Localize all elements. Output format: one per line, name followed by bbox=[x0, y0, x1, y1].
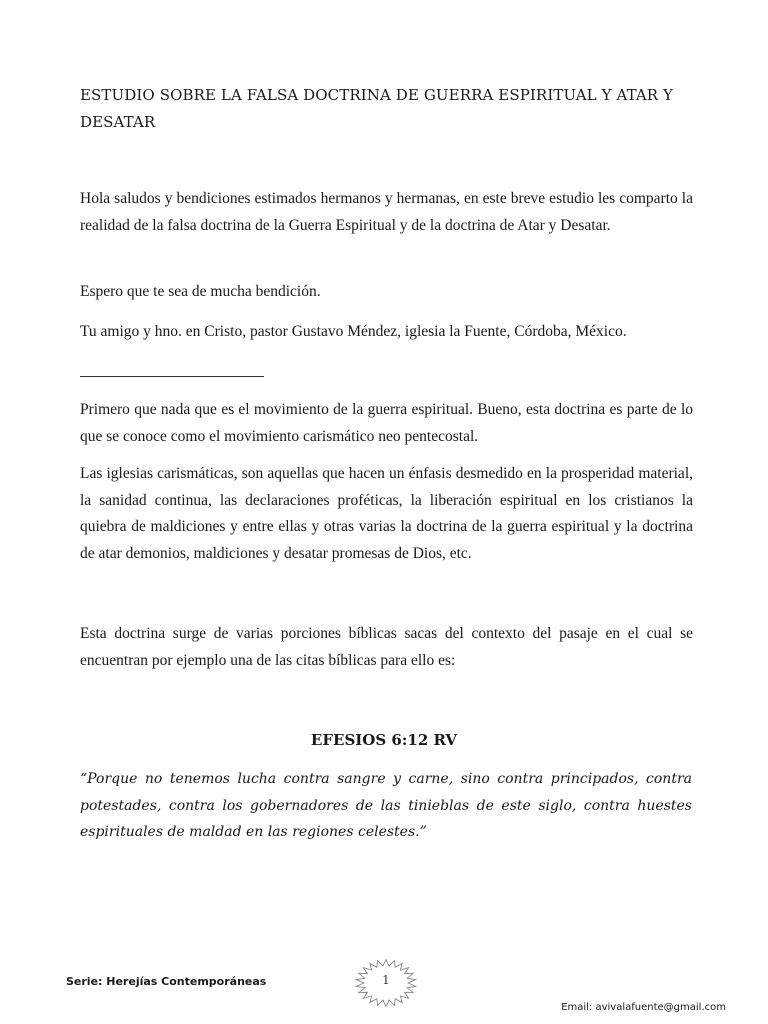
scripture-quote: “Porque no tenemos lucha contra sangre y carne, sino contra principados, contra potestades, contra los gobernadores de las tinieblas de este siglo, contra huestes espirituales de maldad en las regiones celestes.” bbox=[80, 771, 692, 840]
page-number: 1 bbox=[382, 973, 390, 987]
document-title: ESTUDIO SOBRE LA FALSA DOCTRINA DE GUERRA ESPIRITUAL Y ATAR Y DESATAR bbox=[80, 86, 674, 131]
intro-signature-paragraph: Tu amigo y hno. en Cristo, pastor Gustavo Méndez, iglesia la Fuente, Córdoba, México. bbox=[80, 323, 627, 340]
page-number-badge bbox=[354, 958, 418, 1008]
body-paragraph-movement: Primero que nada que es el movimiento de la guerra espiritual. Bueno, esta doctrina es parte de lo que se conoce como el movimiento carismático neo pentecostal. bbox=[80, 401, 693, 445]
section-divider bbox=[80, 376, 264, 377]
footer-email: Email: avivalafuente@gmail.com bbox=[561, 1002, 726, 1013]
scripture-reference-heading: EFESIOS 6:12 RV bbox=[310, 731, 458, 749]
intro-greeting-paragraph: Hola saludos y bendiciones estimados hermanos y hermanas, en este breve estudio les comparto la realidad de la falsa doctrina de la Guerra Espiritual y de la doctrina de Atar y Desatar. bbox=[80, 190, 693, 234]
footer-series-label: Serie: Herejías Contemporáneas bbox=[66, 975, 267, 988]
intro-blessing-paragraph: Espero que te sea de mucha bendición. bbox=[80, 283, 321, 300]
body-paragraph-origin: Esta doctrina surge de varias porciones bíblicas sacas del contexto del pasaje en el cual se encuentran por ejemplo una de las citas bíblicas para ello es: bbox=[80, 625, 693, 669]
body-paragraph-charismatic: Las iglesias carismáticas, son aquellas que hacen un énfasis desmedido en la prosperidad material, la sanidad continua, las declaraciones proféticas, la liberación espiritual en los cristianos la quiebra de maldiciones y entre ellas y otras varias la doctrina de la guerra espiritual y la doctrina de atar demonios, maldiciones y desatar promesas de Dios, etc. bbox=[80, 465, 693, 562]
